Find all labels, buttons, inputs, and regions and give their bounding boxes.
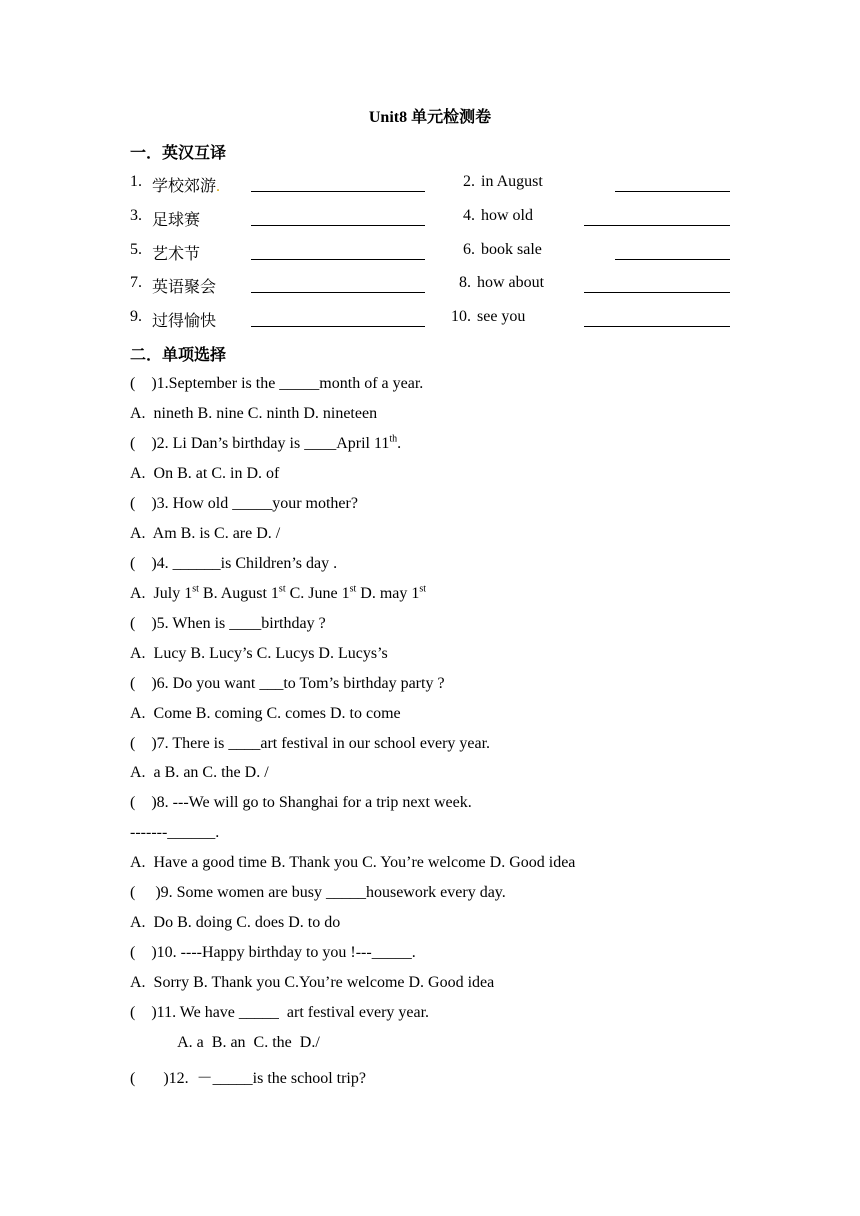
answer-blank — [584, 225, 730, 226]
item-number: 4. — [463, 207, 475, 224]
question-line: ( )11. We have _____ art festival every year. — [130, 1004, 430, 1021]
page-title: Unit8 单元检测卷 — [368, 109, 492, 126]
options-line: A. On B. at C. in D. of — [130, 465, 280, 482]
item-number: 7. — [130, 274, 142, 291]
item-number: 9. — [130, 308, 142, 325]
options-line: A. July 1st B. August 1st C. June 1st D. may 1st — [130, 583, 427, 602]
options-line: A. a B. an C. the D./ — [130, 1034, 320, 1051]
answer-blank — [251, 292, 425, 293]
options-line: A. a B. an C. the D. / — [130, 764, 269, 781]
question-line: ( )6. Do you want ___to Tom’s birthday party ? — [130, 675, 445, 692]
item-number: 1. — [130, 173, 142, 190]
answer-blank — [251, 225, 425, 226]
translation-row — [0, 274, 860, 298]
options-line: A. Do B. doing C. does D. to do — [130, 914, 341, 931]
translation-row — [0, 308, 860, 332]
translation-row — [0, 173, 860, 197]
item-number: 8. — [459, 274, 471, 291]
question-line: ( )12. －_____is the school trip? — [130, 1070, 366, 1087]
item-text: how old — [481, 207, 533, 224]
item-text: in August — [481, 173, 543, 190]
translation-row — [0, 241, 860, 265]
question-line: ( )8. ---We will go to Shanghai for a trip next week. — [130, 794, 472, 811]
options-line: A. Am B. is C. are D. / — [130, 525, 281, 542]
answer-blank — [615, 259, 730, 260]
question-line: ( )9. Some women are busy _____housework every day. — [130, 884, 506, 901]
item-text: 足球赛 — [152, 212, 201, 229]
item-text: book sale — [481, 241, 542, 258]
item-number: 10. — [451, 308, 471, 325]
options-line: A. Come B. coming C. comes D. to come — [130, 705, 401, 722]
item-text: how about — [477, 274, 545, 291]
answer-blank — [584, 326, 730, 327]
answer-blank — [251, 326, 425, 327]
question-line: ( )10. ----Happy birthday to you !---_____. — [130, 944, 416, 961]
item-text: 艺术节 — [152, 246, 201, 263]
options-line: A. nineth B. nine C. ninth D. nineteen — [130, 405, 378, 422]
item-text: 英语聚会 — [152, 279, 217, 296]
options-line: A. Sorry B. Thank you C.You’re welcome D. Good idea — [130, 974, 495, 991]
options-line: A. Have a good time B. Thank you C. You’re welcome D. Good idea — [130, 854, 576, 871]
translation-row — [0, 207, 860, 231]
answer-blank — [615, 191, 730, 192]
answer-blank — [251, 259, 425, 260]
question-line: ( )5. When is ____birthday ? — [130, 615, 326, 632]
item-text: 过得愉快 — [152, 313, 217, 330]
answer-blank — [584, 292, 730, 293]
options-line: A. Lucy B. Lucy’s C. Lucys D. Lucys’s — [130, 645, 388, 662]
item-number: 5. — [130, 241, 142, 258]
question-line: ( )1.September is the _____month of a year. — [130, 375, 424, 392]
item-text: see you — [477, 308, 526, 325]
item-text: 学校郊游. — [152, 178, 221, 195]
question-line: ( )4. ______is Children’s day . — [130, 555, 338, 572]
response-line: -------______. — [130, 824, 220, 841]
answer-blank — [251, 191, 425, 192]
question-line: ( )7. There is ____art festival in our school every year. — [130, 735, 491, 752]
section-heading-choice: 二．单项选择 — [130, 347, 227, 364]
item-number: 6. — [463, 241, 475, 258]
question-line: ( )3. How old _____your mother? — [130, 495, 358, 512]
item-number: 3. — [130, 207, 142, 224]
item-number: 2. — [463, 173, 475, 190]
question-line: ( )2. Li Dan’s birthday is ____April 11th. — [130, 433, 402, 452]
section-heading-translation: 一．英汉互译 — [130, 145, 227, 162]
